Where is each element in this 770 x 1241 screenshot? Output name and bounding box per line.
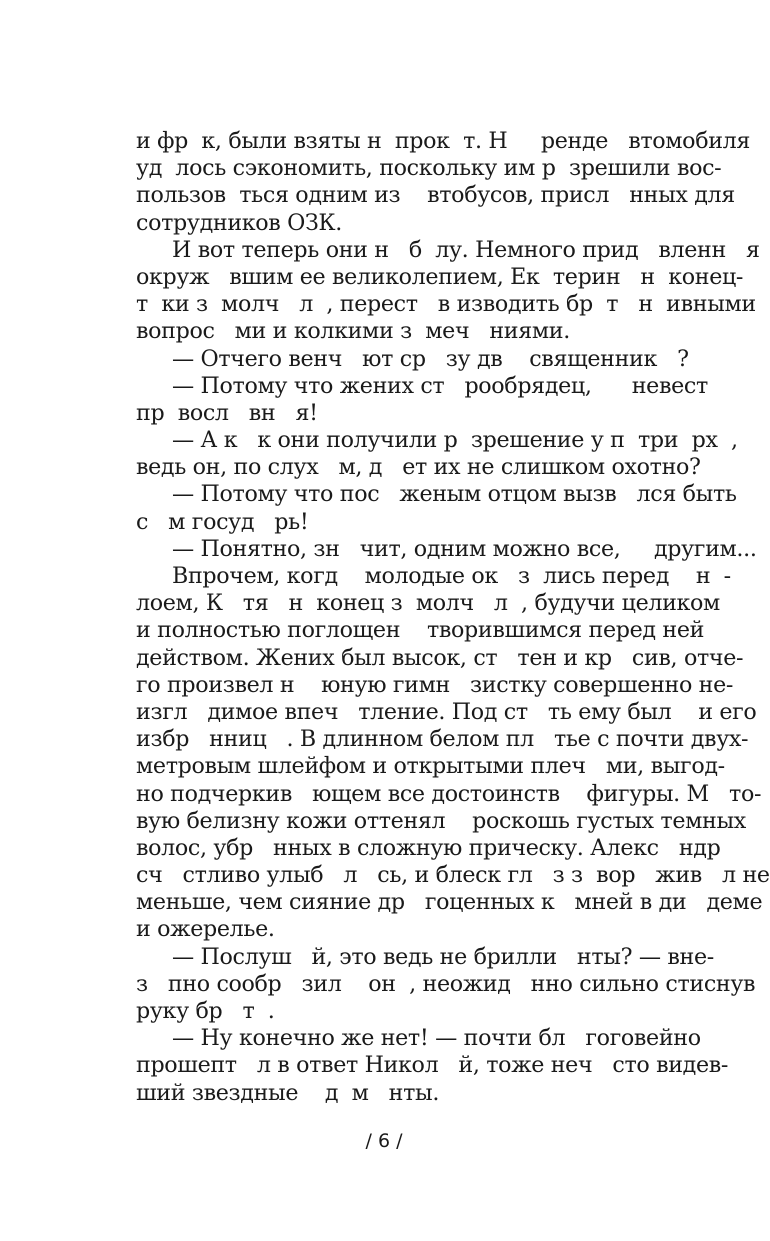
text-line: с м госуд рь! bbox=[136, 508, 309, 535]
text-line: метровым шлейфом и открытыми плеч ми, выгод- bbox=[136, 753, 725, 780]
text-line: волос, убр нных в сложную прическу. Алекс ндр bbox=[136, 834, 721, 861]
text-line: — Понятно, зн чит, одним можно все, другим... bbox=[172, 535, 757, 562]
text-line: и фр к, были взяты н прок т. Н ренде втомобиля bbox=[136, 128, 751, 154]
text-line: пр восл вн я! bbox=[136, 399, 318, 426]
text-line: т ки з молч л , перест в изводить бр т н ивными bbox=[136, 291, 756, 318]
text-line: сотрудников ОЗК. bbox=[136, 209, 342, 236]
text-line: го произвел н юную гимн зистку совершенно не- bbox=[136, 671, 734, 698]
text-line: руку бр т . bbox=[136, 998, 275, 1024]
text-line: прошепт л в ответ Никол й, тоже неч сто видев- bbox=[136, 1052, 729, 1079]
text-line: и ожерелье. bbox=[136, 916, 275, 943]
text-line: — Ну конечно же нет! — почти бл гоговейно bbox=[172, 1025, 701, 1052]
text-line: вую белизну кожи оттенял роскошь густых темных bbox=[136, 807, 746, 834]
text-line: действом. Жених был высок, ст тен и кр сив, отче- bbox=[136, 644, 744, 671]
text-line: — Потому что жених ст рообрядец, невест bbox=[172, 372, 708, 399]
text-line: пользов ться одним из втобусов, присл нных для bbox=[136, 182, 735, 209]
text-line: Впрочем, когд молодые ок з лись перед н - bbox=[172, 563, 731, 589]
text-line: — Послуш й, это ведь не брилли нты? — вне- bbox=[172, 943, 714, 970]
text-line: сч стливо улыб л сь, и блеск гл з з вор жив л не bbox=[136, 862, 770, 889]
text-line: лоем, К тя н конец з молч л , будучи целиком bbox=[136, 590, 720, 617]
text-line: меньше, чем сияние др гоценных к мней в ди деме bbox=[136, 889, 763, 916]
text-line: изгл димое впеч тление. Под ст ть ему был и его bbox=[136, 698, 757, 725]
text-line: и полностью поглощен творившимся перед ней bbox=[136, 617, 705, 644]
text-line: окруж вшим ее великолепием, Ек терин н конец- bbox=[136, 263, 744, 290]
text-line: вопрос ми и колкими з меч ниями. bbox=[136, 318, 570, 345]
text-line: ший звездные д м нты. bbox=[136, 1079, 440, 1106]
text-line: — Потому что пос женым отцом вызв лся быть bbox=[172, 481, 737, 508]
page-number: / 6 / bbox=[365, 1130, 403, 1152]
text-line: уд лось сэкономить, поскольку им р зрешили вос- bbox=[136, 155, 722, 182]
text-line: — А к к они получили р зрешение у п три рх , bbox=[172, 427, 738, 454]
text-line: И вот теперь они н б лу. Немного прид вленн я bbox=[172, 236, 760, 263]
text-line: ведь он, по слух м, д ет их не слишком охотно? bbox=[136, 454, 701, 481]
text-line: з пно сообр зил он , неожид нно сильно стиснув bbox=[136, 970, 756, 997]
body-text bbox=[136, 128, 770, 1107]
text-line: избр нниц . В длинном белом пл тье с почти двух- bbox=[136, 726, 749, 753]
text-line: — Отчего венч ют ср зу дв священник ? bbox=[172, 345, 689, 372]
text-line: но подчеркив ющем все достоинств фигуры. М то- bbox=[136, 780, 762, 807]
